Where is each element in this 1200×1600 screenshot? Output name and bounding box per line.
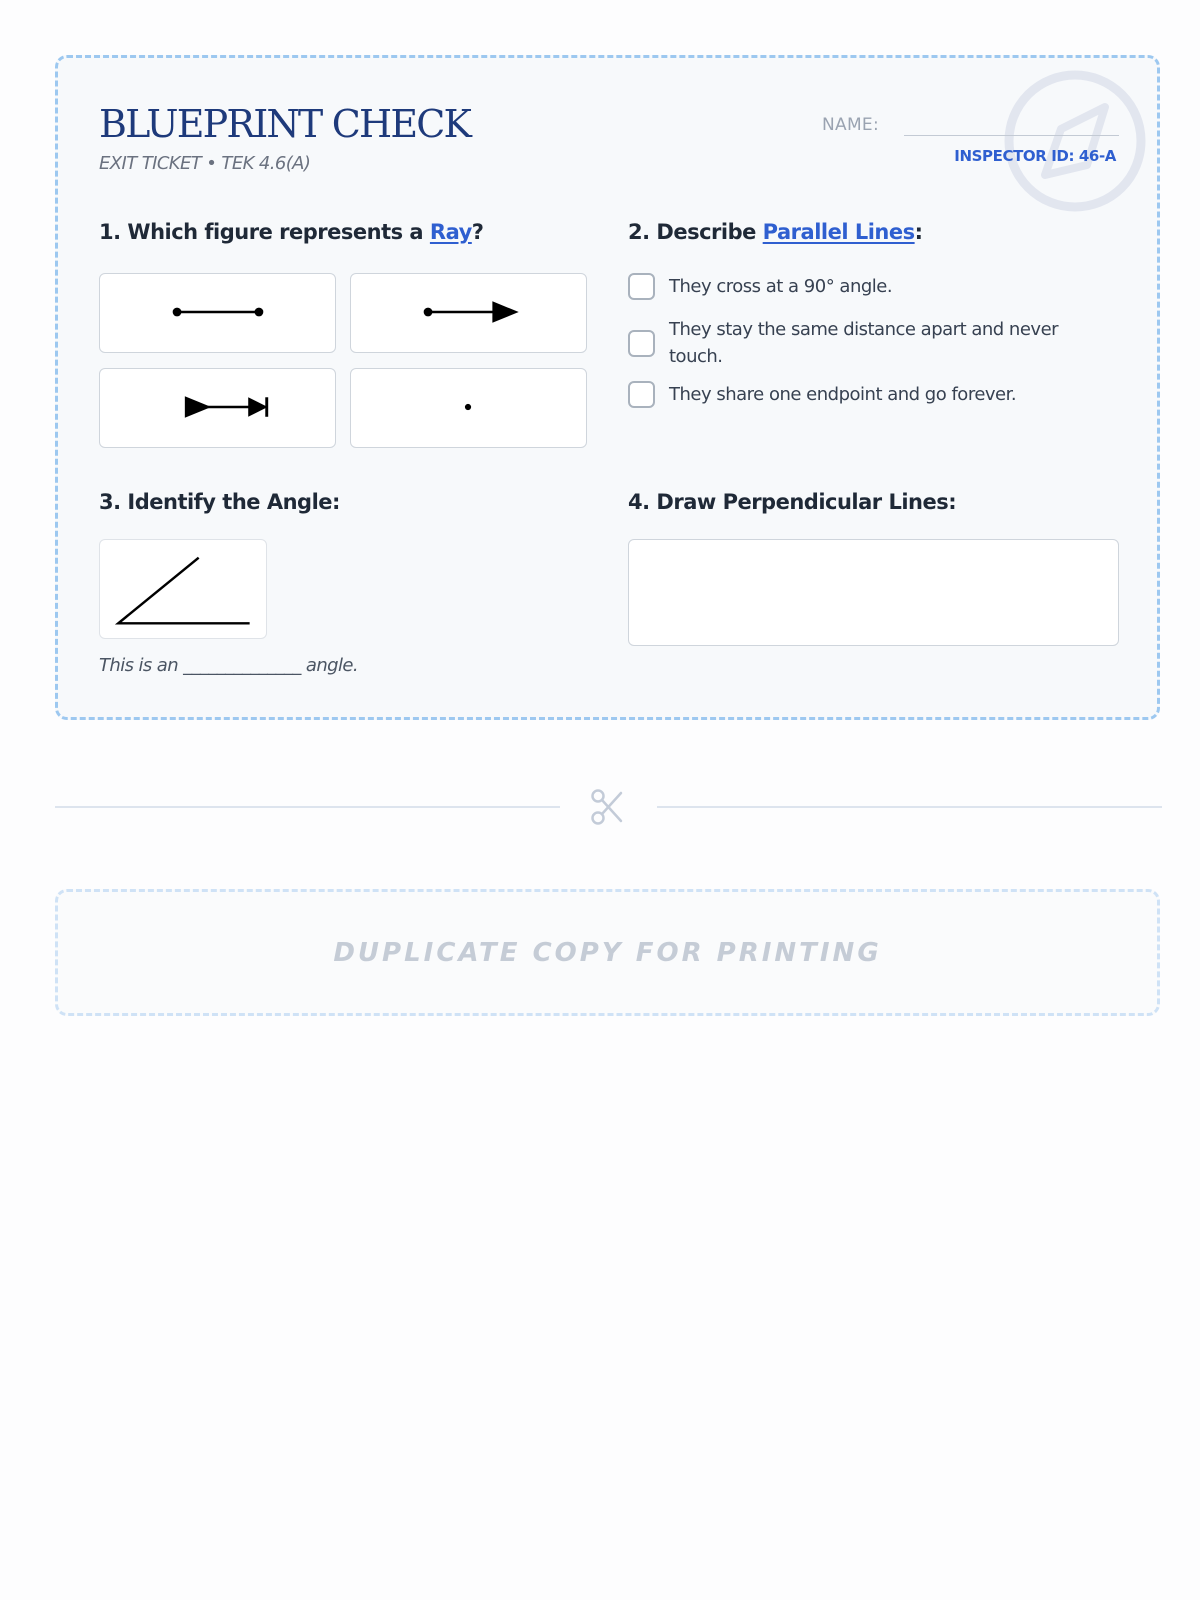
cut-line-right <box>657 806 1162 808</box>
angle-figure-box <box>99 539 267 639</box>
question-4-label: 4. Draw Perpendicular Lines: <box>628 490 957 514</box>
worksheet-subtitle: EXIT TICKET • TEK 4.6(A) <box>99 153 311 174</box>
cut-line-left <box>55 806 560 808</box>
parallel-option-3[interactable] <box>628 381 1088 408</box>
checkbox[interactable] <box>628 273 655 300</box>
question-3-label: 3. Identify the Angle: <box>99 490 340 514</box>
figure-option-ray[interactable] <box>350 273 587 353</box>
line-segment-figure <box>100 274 335 352</box>
parallel-option-1[interactable] <box>628 273 1088 300</box>
figure-option-point[interactable] <box>350 368 587 448</box>
question-2-label: 2. Describe Parallel Lines: <box>628 220 923 244</box>
duplicate-copy-label: DUPLICATE COPY FOR PRINTING <box>333 937 882 968</box>
line-figure <box>100 369 335 447</box>
option-text: They share one endpoint and go forever. <box>669 384 1017 405</box>
scissors-icon <box>588 787 628 827</box>
ray-term-link[interactable]: Ray <box>429 220 472 244</box>
figure-option-line[interactable] <box>99 368 336 448</box>
drawing-area[interactable] <box>628 539 1119 646</box>
parallel-lines-term-link[interactable]: Parallel Lines <box>762 220 915 244</box>
ray-figure <box>351 274 586 352</box>
question-1-label: 1. Which figure represents a Ray? <box>99 220 484 244</box>
option-text: They stay the same distance apart and never touch. <box>669 319 1059 367</box>
duplicate-copy-placeholder <box>55 889 1160 1016</box>
figure-option-line-segment[interactable] <box>99 273 336 353</box>
parallel-option-2[interactable] <box>628 316 1088 370</box>
worksheet-title: BLUEPRINT CHECK <box>99 102 471 146</box>
acute-angle-figure <box>100 540 266 638</box>
compass-icon <box>1001 67 1149 215</box>
point-figure <box>351 369 586 447</box>
angle-answer-blank[interactable]: This is an ______________ angle. <box>99 655 358 676</box>
checkbox[interactable] <box>628 330 655 357</box>
exit-ticket-card <box>55 55 1160 720</box>
name-label: NAME: <box>822 115 879 135</box>
name-field[interactable] <box>904 135 1119 136</box>
inspector-id: INSPECTOR ID: 46-A <box>954 147 1116 165</box>
checkbox[interactable] <box>628 381 655 408</box>
option-text: They cross at a 90° angle. <box>669 276 893 297</box>
